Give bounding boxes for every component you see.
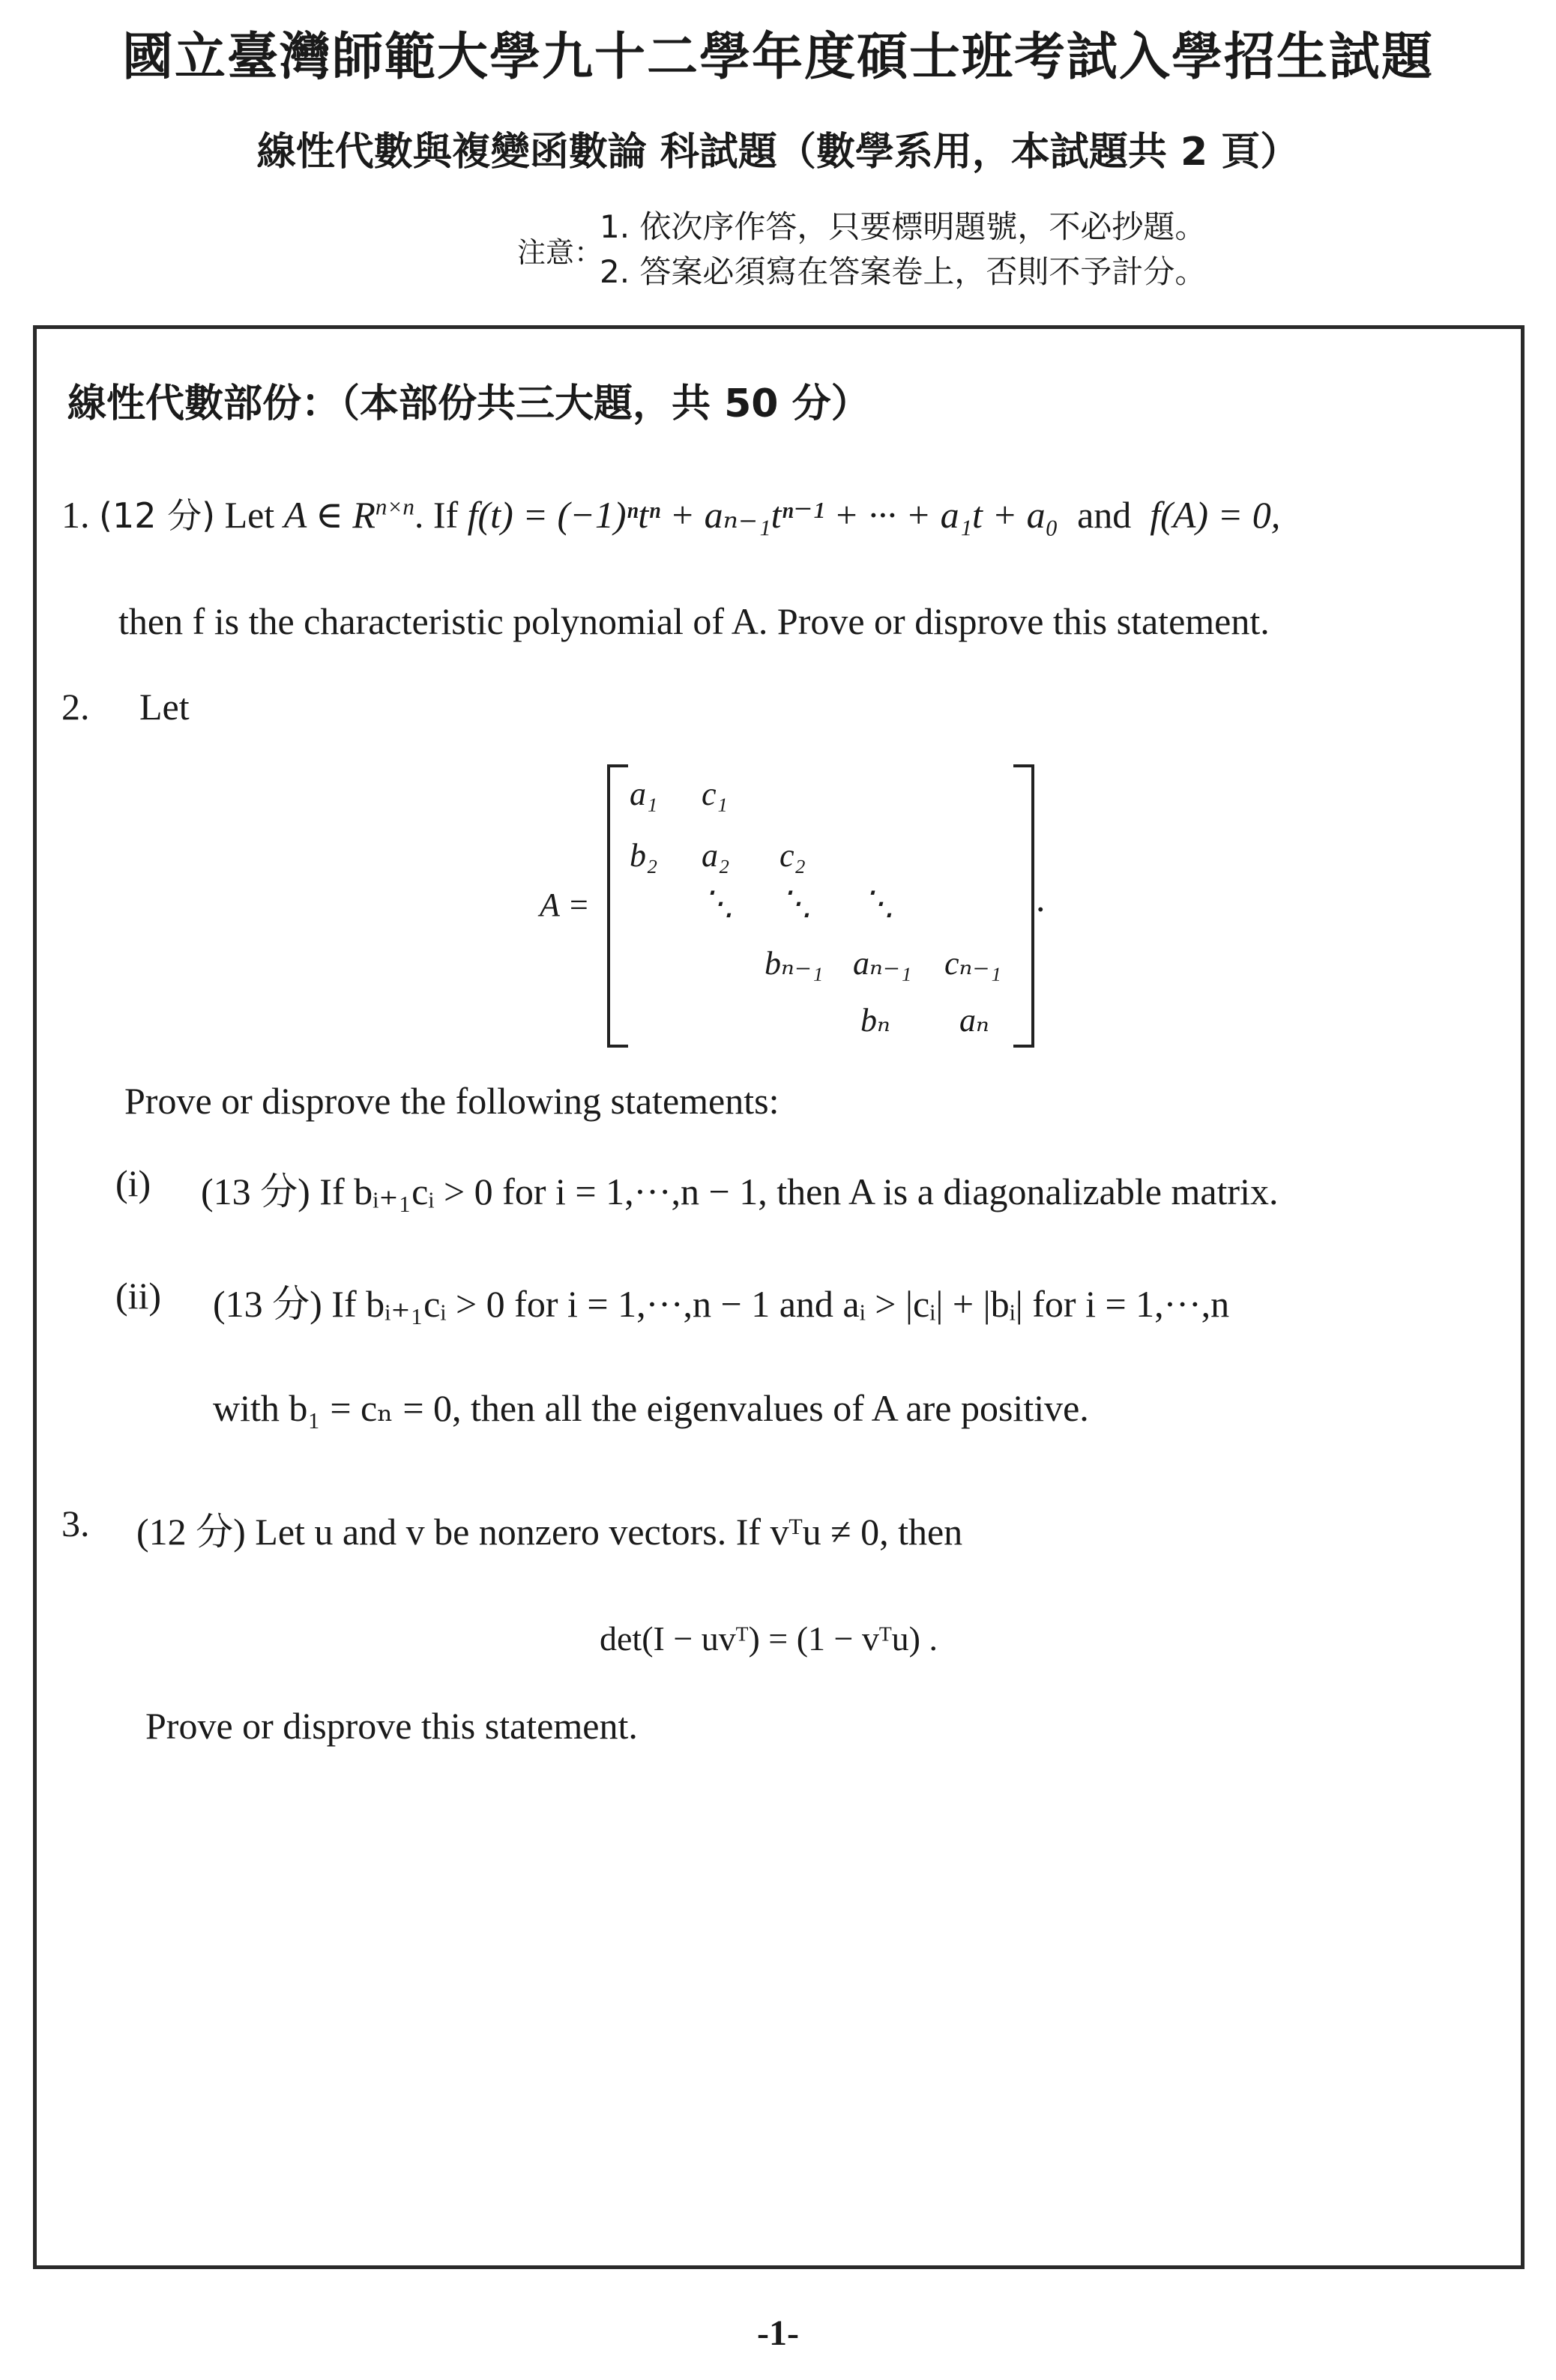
- matrix-cell-an-1: aₙ₋₁: [853, 945, 912, 982]
- question-3-number: 3.: [61, 1502, 90, 1544]
- question-2-part-ii-text-2: with b₁ = cₙ = 0, then all the eigenvalues of A are positive.: [213, 1387, 1089, 1429]
- question-3-conclusion: Prove or disprove this statement.: [145, 1705, 638, 1747]
- question-1-points: (12 分): [99, 495, 216, 536]
- question-1-if: . If: [414, 494, 459, 536]
- question-1-line-1: [61, 489, 1280, 538]
- matrix-cell-a2: a₂: [702, 837, 730, 874]
- question-2-part-i-text: (13 分) If bᵢ₊₁cᵢ > 0 for i = 1,···,n − 1, then A is a diagonalizable matrix.: [201, 1171, 1279, 1212]
- question-1-polynomial: f(t) = (−1)ⁿtⁿ + aₙ₋₁tⁿ⁻¹ + ··· + a₁t + a₀: [467, 494, 1059, 536]
- question-1-matrix-space: A ∈ R: [283, 494, 376, 536]
- matrix-cell-bn: bₙ: [860, 1002, 890, 1039]
- question-1-line-2: then f is the characteristic polynomial of A. Prove or disprove this statement.: [118, 600, 1270, 642]
- exam-subtitle: 線性代數與複變函數論 科試題（數學系用，本試題共 2 頁）: [256, 130, 1300, 175]
- question-1-let: Let: [224, 494, 275, 536]
- matrix-cell-a1: a₁: [630, 776, 658, 812]
- question-1-and: and: [1077, 494, 1132, 536]
- matrix-cell-c1: c₁: [702, 776, 728, 812]
- question-2-part-ii-label: (ii): [115, 1275, 162, 1317]
- question-2-part-i-label: (i): [115, 1162, 151, 1204]
- matrix-cell-cn-1: cₙ₋₁: [944, 945, 1001, 982]
- question-3-text: (12 分) Let u and v be nonzero vectors. If vᵀu ≠ 0, then: [136, 1511, 963, 1553]
- question-3-formula: det(I − uvᵀ) = (1 − vᵀu) .: [600, 1619, 938, 1658]
- question-2-number: 2.: [61, 686, 90, 728]
- notice-item-1: 1. 依次序作答，只要標明題號，不必抄題。: [600, 208, 1207, 245]
- matrix-cell-b2: b₂: [630, 837, 658, 874]
- matrix-dots-3: ⋱: [862, 885, 895, 922]
- matrix-dots-1: ⋱: [702, 885, 735, 922]
- matrix-lhs: A =: [540, 887, 590, 923]
- tridiagonal-matrix: [540, 764, 1034, 1049]
- question-1-number: 1.: [61, 494, 90, 536]
- question-2-part-ii-text: (13 分) If bᵢ₊₁cᵢ > 0 for i = 1,···,n − 1 and aᵢ > |cᵢ| + |bᵢ| for i = 1,···,n: [213, 1283, 1230, 1325]
- question-2-intro: Prove or disprove the following statements:: [124, 1080, 779, 1122]
- question-1-condition: f(A) = 0,: [1150, 494, 1281, 536]
- matrix-cell-c2: c₂: [779, 837, 806, 874]
- notice-label: 注意：: [517, 236, 603, 269]
- matrix-dots-2: ⋱: [779, 885, 812, 922]
- page-number: -1-: [757, 2313, 799, 2353]
- matrix-right-bracket: [1013, 764, 1034, 1048]
- matrix-cell-bn-1: bₙ₋₁: [765, 945, 824, 982]
- notice-item-2: 2. 答案必須寫在答案卷上，否則不予計分。: [600, 253, 1207, 290]
- exam-title: 國立臺灣師範大學九十二學年度碩士班考試入學招生試題: [121, 28, 1434, 87]
- matrix-cell-an: aₙ: [959, 1002, 989, 1039]
- question-2-let: Let: [139, 686, 190, 728]
- matrix-period: .: [1036, 878, 1046, 919]
- question-1-matrix-dim: n×n: [375, 493, 414, 520]
- matrix-left-bracket: [607, 764, 628, 1048]
- section-heading: 線性代數部份：（本部份共三大題，共 50 分）: [67, 381, 870, 426]
